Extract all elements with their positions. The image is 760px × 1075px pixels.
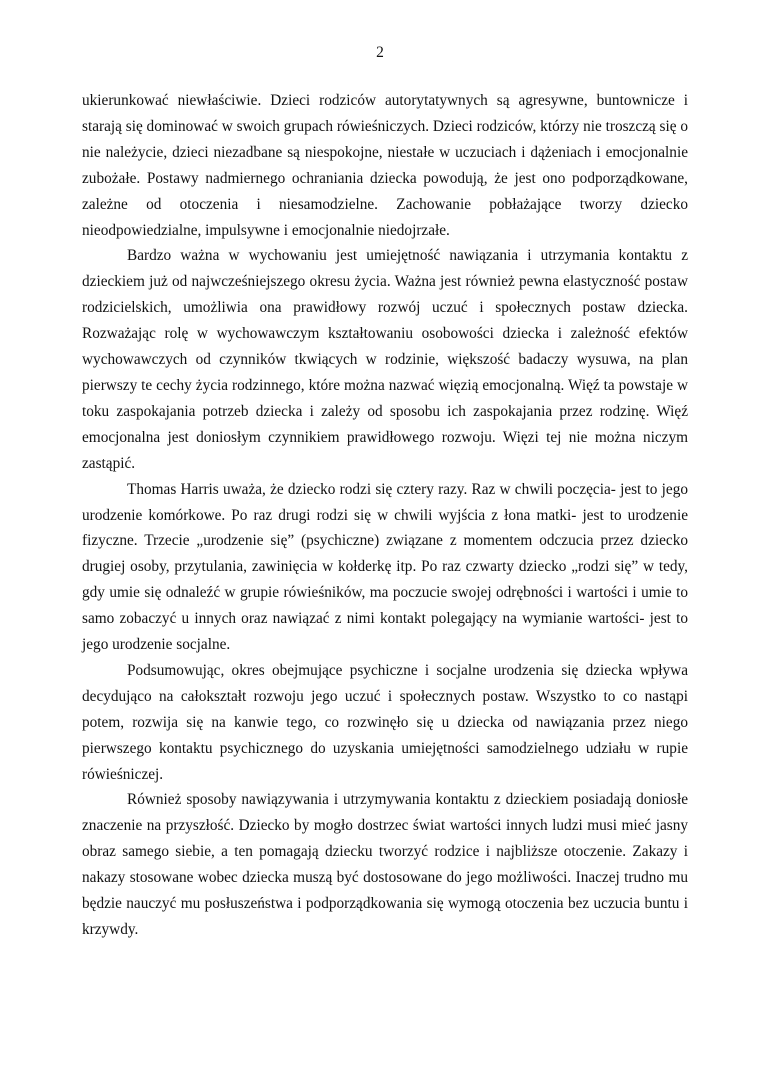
page-number: 2 (376, 44, 384, 61)
paragraph: Bardzo ważna w wychowaniu jest umiejętność nawiązania i utrzymania kontaktu z dzieckiem już od najwcześniejszego okresu życia. Ważna jest również pewna elastyczność postaw rodzicielskich, umożliwia ona prawidłowy rozwój uczuć i społecznych postaw dziecka. Rozważając rolę w wychowawczym kształtowaniu osobowości dziecka i zależność efektów wychowawczych od czynników tkwiących w rodzinie, większość badaczy wysuwa, na plan pierwszy te cechy życia rodzinnego, które można nazwać więzią emocjonalną. Więź ta powstaje w toku zaspokajania potrzeb dziecka i zależy od sposobu ich zaspokajania przez rodzinę. Więź emocjonalna jest doniosłym czynnikiem prawidłowego rozwoju. Więzi tej nie można niczym zastąpić. (82, 247, 688, 472)
paragraph: Również sposoby nawiązywania i utrzymywania kontaktu z dzieckiem posiadają doniosłe znaczenie na przyszłość. Dziecko by mogło dostrzec świat wartości innych ludzi musi mieć jasny obraz samego siebie, a ten pomagają dziecku tworzyć rodzice i najbliższe otoczenie. Zakazy i nakazy stosowane wobec dziecka muszą być dostosowane do jego możliwości. Inaczej trudno mu będzie nauczyć mu posłuszeństwa i podporządkowania się wymogą otoczenia bez uczucia buntu i krzywdy. (82, 791, 688, 938)
paragraph-continuation: ukierunkować niewłaściwie. Dzieci rodziców autorytatywnych są agresywne, buntownicze i starają się dominować w swoich grupach rówieśniczych. Dzieci rodziców, którzy nie troszczą się o nie należycie, dzieci niezadbane są niespokojne, niestałe w uczuciach i dążeniach i emocjonalnie zubożałe. Postawy nadmiernego ochraniania dziecka powodują, że jest ono podporządkowane, zależne od otoczenia i niesamodzielne. Zachowanie pobłażające tworzy dziecko nieodpowiedzialne, impulsywne i emocjonalnie niedojrzałe. (82, 92, 688, 239)
paragraph: Podsumowując, okres obejmujące psychiczne i socjalne urodzenia się dziecka wpływa decydująco na całokształt rozwoju jego uczuć i społecznych postaw. Wszystko to co nastąpi potem, rozwija się na kanwie tego, co rozwinęło się u dziecka od nawiązania przez niego pierwszego kontaktu psychicznego do uzyskania umiejętności samodzielnego udziału w rupie rówieśniczej. (82, 661, 688, 783)
paragraph: Thomas Harris uważa, że dziecko rodzi się cztery razy. Raz w chwili poczęcia- jest to jego urodzenie komórkowe. Po raz drugi rodzi się w chwili wyjścia z łona matki- jest to urodzenie fizyczne. Trzecie „urodzenie się” (psychiczne) związane z momentem odczucia przez dziecko drugiej osoby, przytulania, zawinięcia w kołderkę itp. Po raz czwarty dziecko „rodzi się” w tedy, gdy umie się odnaleźć w grupie rówieśników, ma poczucie swojej odrębności i wartości i umie to samo zobaczyć u innych oraz nawiązać z nimi kontakt polegający na wymianie wartości- jest to jego urodzenie socjalne. (82, 480, 688, 654)
body-text (82, 88, 688, 943)
